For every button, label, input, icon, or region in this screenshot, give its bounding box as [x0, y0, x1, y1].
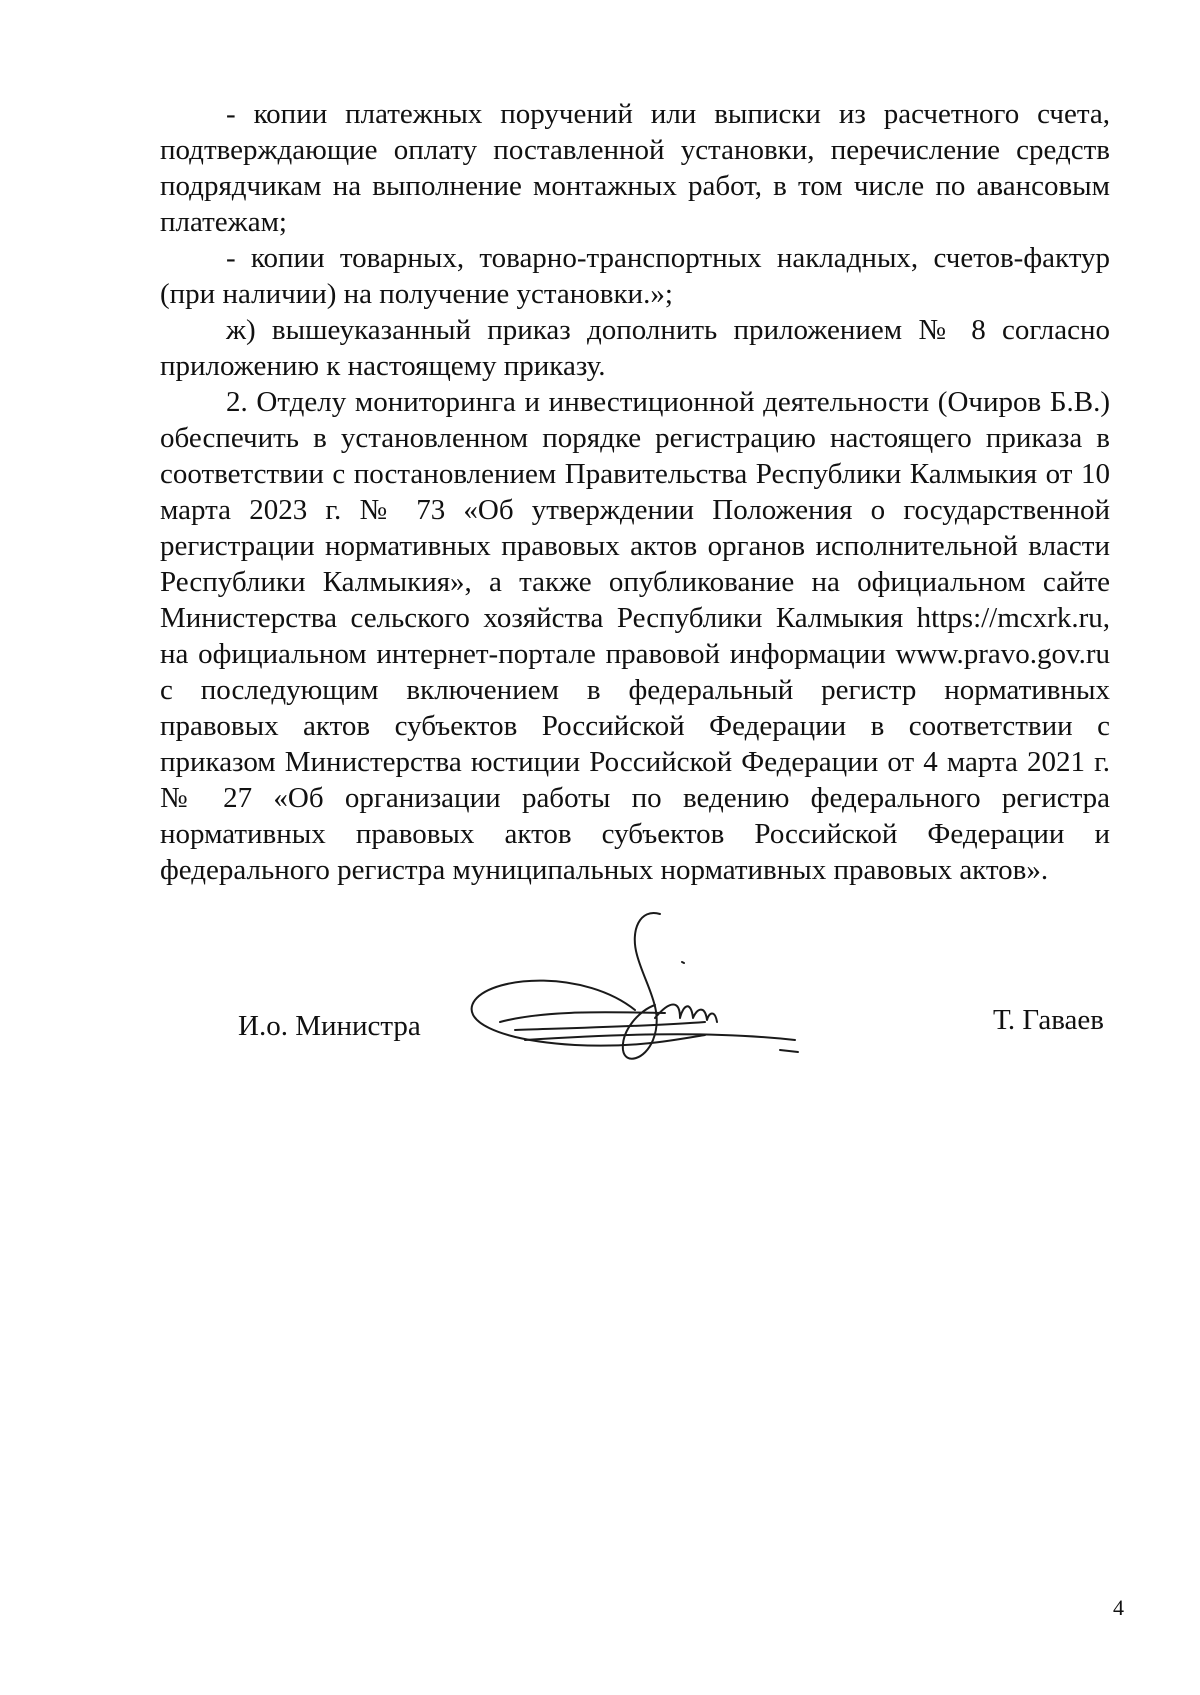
paragraph: - копии товарных, товарно-транспортных накладных, счетов-фактур (при наличии) на получение установки.»;	[160, 242, 1110, 310]
page-number: 4	[1113, 1595, 1124, 1620]
paragraph: 2. Отделу мониторинга и инвестиционной деятельности (Очиров Б.В.) обеспечить в установленном порядке регистрацию настоящего приказа в соответствии с постановлением Правительства Республики Калмыкия от 10 марта 2023 г. № 73 «Об утверждении Положения о государственной регистрации нормативных правовых актов органов исполнительной власти Республики Калмыкия», а также опубликование на официальном сайте Министерства сельского хозяйства Республики Калмыкия https://mcxrk.ru, на официальном интернет-портале правовой информации www.pravo.gov.ru с последующим включением в федеральный регистр нормативных правовых актов субъектов Российской Федерации в соответствии с приказом Министерства юстиции Российской Федерации от 4 марта 2021 г. № 27 «Об организации работы по ведению федерального регистра нормативных правовых актов субъектов Российской Федерации и федерального регистра муниципальных нормативных правовых актов».	[160, 386, 1110, 886]
signatory-position: И.о. Министра	[238, 1010, 421, 1042]
signatory-name: Т. Гаваев	[993, 1004, 1104, 1036]
paragraph: - копии платежных поручений или выписки из расчетного счета, подтверждающие оплату поставленной установки, перечисление средств подрядчикам на выполнение монтажных работ, в том числе по авансовым платежам;	[160, 98, 1110, 238]
paragraph: ж) вышеуказанный приказ дополнить приложением № 8 согласно приложению к настоящему приказу.	[160, 314, 1110, 382]
document-body	[160, 96, 1110, 888]
signature-block	[0, 900, 1200, 1100]
handwritten-signature	[465, 900, 845, 1075]
